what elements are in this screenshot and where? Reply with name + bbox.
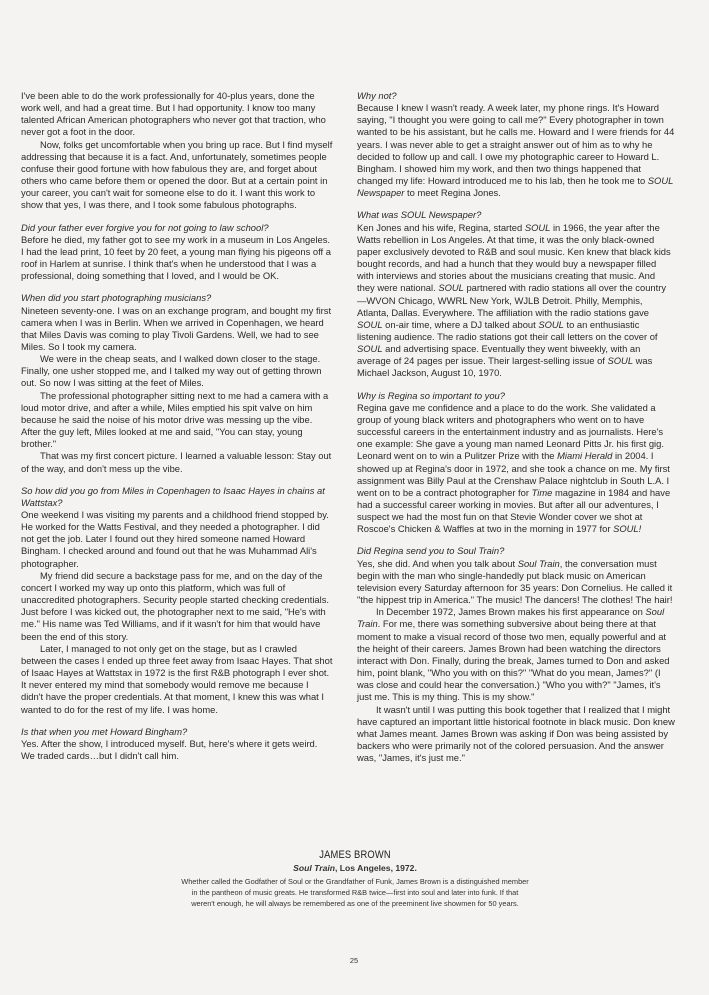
question (357, 545, 675, 557)
text-run: , the conversation must begin with the man who single-handedly put black music on American television every Saturday afternoon for 35 years: Don Cornelius. He called it "the hippest trip in America." The music! The dancers! The clothes! The hair! (357, 557, 673, 606)
answer: Before he died, my father got to see my work in a museum in Los Angeles. I had the lead print, 10 feet by 20 feet, a young man flying his pigeons off a roof in Harlem at sunrise. I think that's when he understood that I was a professional, doing something that I loved, and I would be OK. (21, 233, 331, 282)
text-run: was Michael Jackson, August 10, 1970. (357, 355, 653, 379)
caption-show-name: Soul Train (293, 863, 336, 873)
italic-text: Miami Herald (557, 450, 613, 462)
italic-text: SOUL! (613, 523, 642, 535)
left-column (21, 90, 333, 762)
question: Is that when you met Howard Bingham? (21, 725, 188, 737)
italic-text: Newspaper? (426, 209, 482, 221)
question: Did your father ever forgive you for not going to law school? (21, 221, 269, 233)
answer: The professional photographer sitting next to me had a camera with a loud motor drive, and after a while, Miles emptied his spit valve on him because he said the noise of his motor drive was messing up the vibe. After the guy left, Miles looked at me and said, "You can stay, young brother." (21, 389, 329, 450)
question: Why not? (357, 90, 397, 101)
text-run: . For me, there was something subversive about being there at that moment to make a visual record of those two men, equally powerful and at the height of their careers. James Brown had been watching the directors interact with Don. Finally, during the break, James turned to Don and asked him, point blank, "Who you with on this?" "What do you mean, James?" (I was close and could hear the conversation.) "Who you with?" "James, it's just me. This is my thing. This is my show." (357, 618, 670, 703)
text-run: to meet Regina Jones. (404, 187, 501, 199)
text-run: Soul Train (457, 545, 500, 557)
text-run: Yes, she did. And when you talk about (357, 557, 518, 569)
answer: One weekend I was visiting my parents and a childhood friend stopped by. He worked for the Watts Festival, and they needed a photographer. I did not get the job. Later I found out they hired someone named Howard Bingham. I checked around and found out that he was Muhammad Ali's photographer. (21, 509, 329, 569)
answer (357, 222, 675, 380)
italic-text: Did Regina send you to (357, 545, 458, 557)
italic-text: SOUL (538, 318, 564, 330)
page-number: 25 (349, 956, 359, 965)
text-run: and advertising space. Eventually they went biweekly, with an average of 24 pages per issue. Their largest-selling issue of (357, 343, 641, 367)
paragraph: I've been able to do the work professionally for 40-plus years, done the work well, and had a great time. But I had opportunity. I know too many talented African American photographers who never got that traction, who never got a foot in the door. (21, 90, 326, 138)
answer: My friend did secure a backstage pass for me, and on the day of the concert I worked my way up onto this platform, which was full of unaccredited photographers. Security people started checking credentials. Just before I was kicked out, the photographer next to me said, "He's with me." His name was Ted Williams, and if it wasn't for him that would have been the end of this story. (21, 569, 329, 642)
text-run: in 2004. I showed up at Regina's door in 1972, and she took a chance on me. My first assignment was Billy Paul at the Crenshaw Palace nightclub in South L.A. I went on to be a contract photographer for (357, 450, 670, 498)
text-run: in 1966, the year after the Watts rebellion in Los Angeles. At that time, it was the only black-owned paper exclusively devoted to R&B and soul music. Ken knew that black kids bought records, and had a hunch that they would buy a newspaper filled with interviews and stories about the musicians creating that music. And they were national. (357, 221, 671, 294)
question (357, 209, 675, 221)
caption-title: JAMES BROWN (319, 849, 391, 861)
italic-text: Soul Train (357, 606, 665, 630)
paragraph: Now, folks get uncomfortable when you bring up race. But I find myself addressing that because it is a fact. And, unfortunately, sometimes people confuse their good fortune with how fabulous they are, and forget about others who came before them or opened the door. But at a certain point in your career, you can't wait for someone else to do it. I want this work to show that yes, I was there, and I took some fabulous photographs. (21, 138, 333, 211)
text-run: Ken Jones and his wife, Regina, started (357, 221, 525, 233)
answer: It wasn't until I was putting this book together that I realized that I might have captured an important little historical footnote in black music. Don knew what James meant. James Brown was asking if Don was being assisted by backers who were primarily not of the colored persuasion. And the answer was, "James, it's just me." (357, 703, 675, 764)
caption-location-year: , Los Angeles, 1972. (335, 863, 417, 873)
caption-text: Whether called the Godfather of Soul or the Grandfather of Funk, James Brown is a distinguished member in the pantheon of music greats. He transformed R&B twice—first into soul and later into funk. If that weren't enough, he will always be remembered as one of the preeminent live showmen for 50 years. (181, 877, 529, 908)
italic-text: SOUL (524, 221, 551, 233)
answer: Yes. After the show, I introduced myself. But, here's where it gets weird. We traded cards…but I didn't call him. (21, 737, 318, 761)
answer (357, 102, 675, 199)
question: So how did you go from Miles in Copenhagen to Isaac Hayes in chains at Wattstax? (21, 484, 325, 508)
text-run: In December 1972, James Brown makes his first appearance on (376, 606, 646, 618)
italic-text: SOUL (357, 318, 383, 330)
right-column (357, 90, 675, 764)
question: When did you start photographing musicians? (21, 292, 212, 304)
answer: Nineteen seventy-one. I was on an exchange program, and bought my first camera when I was in Berlin. When we arrived in Copenhagen, we heard that Miles Davis was coming to play Tivoli Gardens. Well, we had to see Miles. So I took my camera. (21, 304, 332, 352)
italic-text: SOUL Newspaper (357, 175, 674, 199)
italic-text: ? (499, 545, 505, 557)
answer: We were in the cheap seats, and I walked down closer to the stage. Finally, one usher stopped me, and I talked my way out of getting thrown out. So now I was sitting at the feet of Miles. (21, 353, 322, 389)
text-run: to an enthusiastic listening audience. The radio stations got their call letters on the cover of (357, 318, 658, 342)
answer (357, 558, 675, 607)
italic-text: Soul Train (517, 557, 560, 569)
text-run: on-air time, where a DJ talked about (382, 318, 539, 330)
answer (357, 606, 675, 703)
italic-text: What was (357, 209, 401, 221)
answer: Later, I managed to not only get on the stage, but as I crawled between the cases I ended up three feet away from Isaac Hayes. That shot of Isaac Hayes at Wattstax in 1972 is the first R&B photograph I ever shot. It never entered my mind that somebody would remove me because I didn't have the proper credentials. At that moment, I knew this was what I wanted to do for the rest of my life. I was home. (21, 642, 333, 715)
text-run: partnered with radio stations all over the country—WVON Chicago, WWRL New York, WJLB Detroit. Philly, Memphis, Atlanta, Dallas. Everywhere. The affiliation with the radio stations gave (357, 282, 667, 318)
italic-text: SOUL (357, 343, 383, 355)
italic-text: SOUL (607, 355, 634, 367)
italic-text: SOUL (438, 282, 464, 294)
question: Why is Regina so important to you? (357, 389, 505, 401)
answer: That was my first concert picture. I learned a valuable lesson: Stay out of the way, and don't mess up the vibe. (21, 450, 332, 474)
answer (357, 402, 675, 536)
text-run: magazine in 1984 and have had a successful career working in movies. But after all our adventures, I suspect we had the most fun on that Stevie Wonder cover we shot at Roscoe's Chicken & Waffles at two in the morning in 1977 for (357, 486, 671, 535)
caption-subtitle (180, 863, 530, 874)
italic-text: Time (531, 486, 553, 498)
photo-caption (180, 850, 530, 909)
text-run: Because I knew I wasn't ready. A week later, my phone rings. It's Howard saying, "I thought you were going to call me?" Every photographer in town wanted to be his assistant, but he calls me. Howard and I were friends for 44 years. I was never able to get a straight answer out of him as to why he decided to follow up and call. I owe my photographic career to Howard L. Bingham. I showed him my work, and then two things happened that changed my life: Howard introduced me to his lab, then he took me to (357, 102, 675, 187)
text-run: SOUL (400, 209, 427, 221)
text-run: Regina gave me confidence and a place to do the work. She validated a group of young black writers and photographers who went on to have successful careers in the entertainment industry and as journalists. Here's one example: She gave a young man named Leonard Pitts Jr. his first gig. Leonard went on to win a Pulitzer Prize with the (357, 401, 664, 462)
